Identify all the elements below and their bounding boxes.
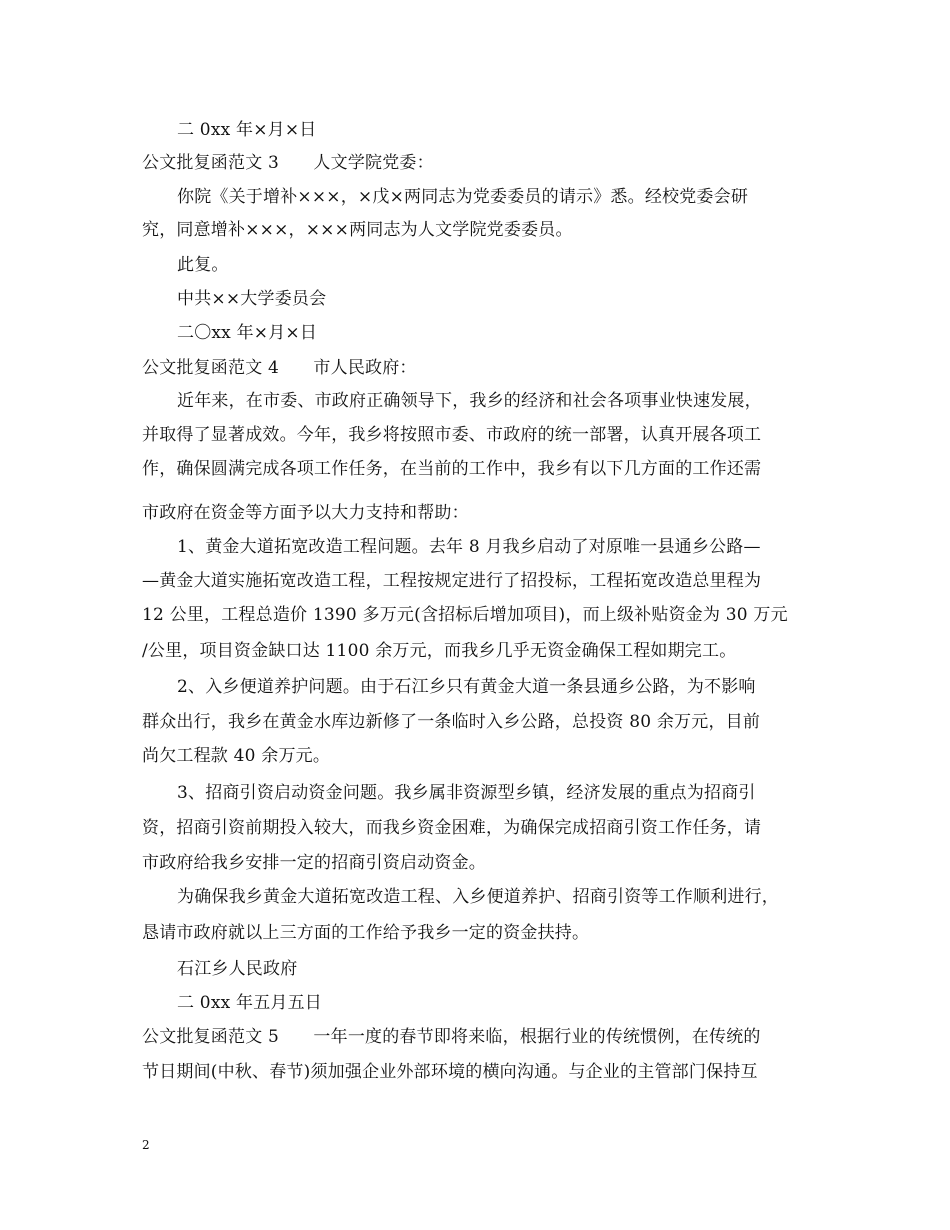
paragraph-line: 究，同意增补×××，×××两同志为人文学院党委委员。: [142, 220, 573, 240]
issuer-line: 中共××大学委员会: [177, 289, 327, 309]
date-line-2: 二〇xx 年×月×日: [177, 323, 318, 343]
paragraph-line: 节日期间(中秋、春节)须加强企业外部环境的横向沟通。与企业的主管部门保持互: [142, 1062, 758, 1082]
paragraph-line: 你院《关于增补×××，×戊×两同志为党委委员的请示》悉。经校党委会研: [177, 187, 749, 207]
signature-line: 石江乡人民政府: [177, 959, 298, 979]
sample-3-heading: 公文批复函范文 3 人文学院党委：: [142, 153, 434, 173]
item-1-line: —黄金大道实施拓宽改造工程，工程按规定进行了招投标，工程拓宽改造总里程为: [142, 571, 762, 591]
item-2-line: 2、入乡便道养护问题。由于石江乡只有黄金大道一条县通乡公路，为不影响: [177, 677, 756, 697]
page-number: 2: [142, 1138, 150, 1152]
item-3-line: 3、招商引资启动资金问题。我乡属非资源型乡镇，经济发展的重点为招商引: [177, 783, 756, 803]
paragraph-line: 市政府在资金等方面予以大力支持和帮助：: [142, 503, 469, 523]
conclusion-line: 恳请市政府就以上三方面的工作给予我乡一定的资金扶持。: [142, 923, 590, 943]
item-2-line: 群众出行，我乡在黄金水库边新修了一条临时入乡公路，总投资 80 余万元，目前: [142, 712, 761, 732]
sample-5-heading: 公文批复函范文 5 一年一度的春节即将来临，根据行业的传统惯例，在传统的: [142, 1027, 761, 1047]
item-3-line: 资，招商引资前期投入较大，而我乡资金困难，为确保完成招商引资工作任务，请: [142, 818, 762, 838]
paragraph-line: 近年来，在市委、市政府正确领导下，我乡的经济和社会各项事业快速发展，: [177, 391, 762, 411]
conclusion-line: 为确保我乡黄金大道拓宽改造工程、入乡便道养护、招商引资等工作顺利进行，: [177, 887, 779, 907]
date-line-1: 二 0xx 年×月×日: [177, 120, 317, 140]
item-1-line: 1、黄金大道拓宽改造工程问题。去年 8 月我乡启动了对原唯一县通乡公路—: [177, 537, 761, 557]
paragraph-line: 并取得了显著成效。今年，我乡将按照市委、市政府的统一部署，认真开展各项工: [142, 425, 762, 445]
closing-line: 此复。: [177, 255, 229, 275]
item-3-line: 市政府给我乡安排一定的招商引资启动资金。: [142, 853, 486, 873]
paragraph-line: 作，确保圆满完成各项工作任务，在当前的工作中，我乡有以下几方面的工作还需: [142, 459, 762, 479]
date-line-3: 二 0xx 年五月五日: [177, 993, 322, 1013]
item-2-line: 尚欠工程款 40 余万元。: [142, 746, 331, 766]
item-1-line: /公里，项目资金缺口达 1100 余万元，而我乡几乎无资金确保工程如期完工。: [142, 641, 737, 661]
item-1-line: 12 公里，工程总造价 1390 多万元(含招标后增加项目)，而上级补贴资金为 30 万元: [142, 605, 788, 625]
sample-4-heading: 公文批复函范文 4 市人民政府：: [142, 358, 417, 378]
